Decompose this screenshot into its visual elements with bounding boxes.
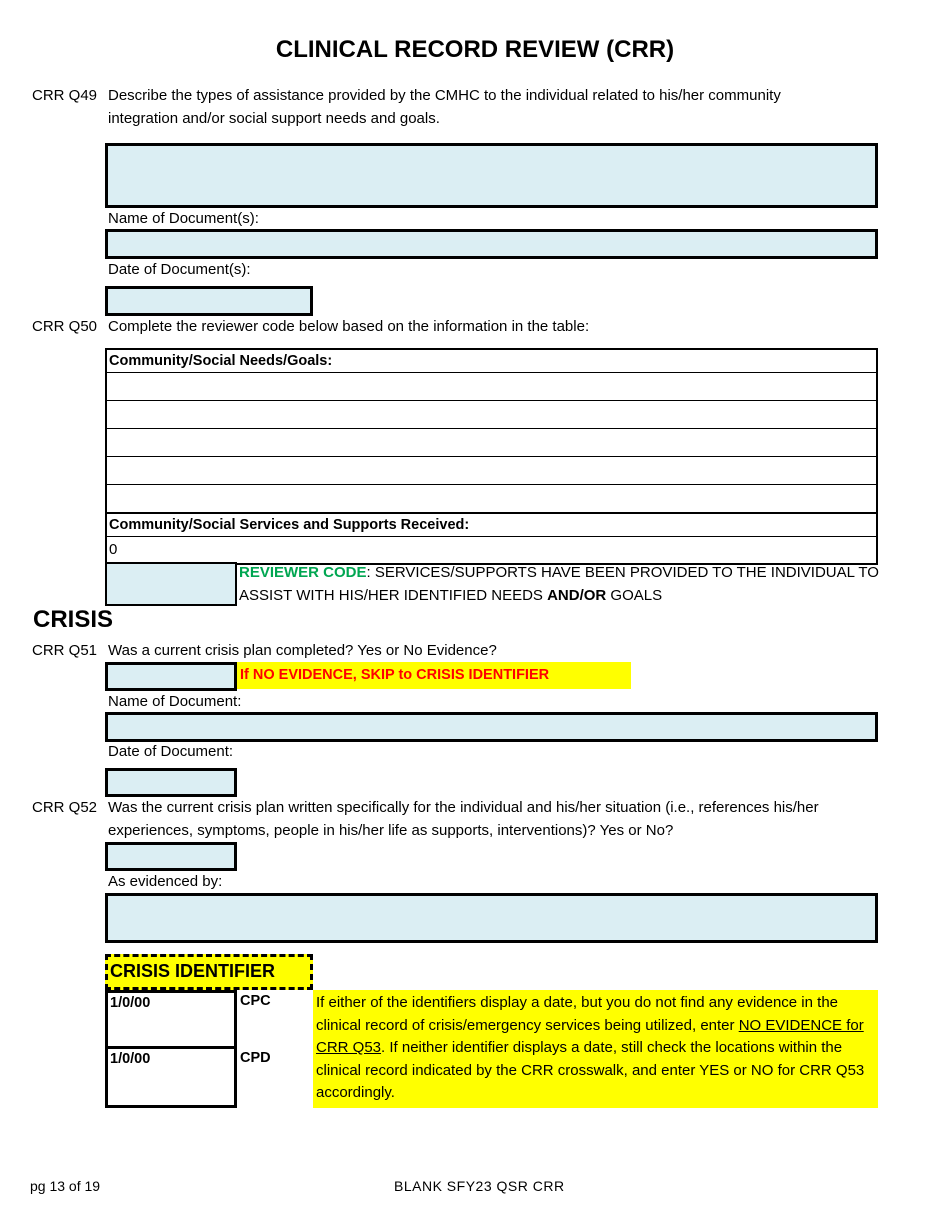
footer-doc-name: BLANK SFY23 QSR CRR [394,1178,565,1194]
q52-label: CRR Q52 [32,799,98,816]
page-number: pg 13 of 19 [30,1178,101,1194]
q49-text [108,84,781,130]
reviewer-code-desc3: GOALS [606,586,663,604]
services-value[interactable]: 0 [109,541,118,558]
q52-answer-field[interactable] [105,842,237,871]
needs-row[interactable] [107,429,876,457]
needs-row[interactable] [107,373,876,401]
note-text-1: If either of the identifiers display a date, but you do not find any evidence in the clinical record of crisis/emergency services being utilized, enter [316,994,839,1034]
reviewer-code-andor: AND/OR [547,586,607,604]
q51-label: CRR Q51 [32,642,98,659]
identifier-code-cpd: CPD [240,1050,271,1066]
needs-header: Community/Social Needs/Goals: [107,350,876,373]
page-title: CLINICAL RECORD REVIEW (CRR) [275,36,675,63]
q52-text [108,796,819,842]
q49-doc-name-label: Name of Document(s): [108,210,259,227]
q49-doc-date-field[interactable] [105,286,313,316]
needs-row[interactable] [107,457,876,485]
q52-evidence-label: As evidenced by: [108,873,223,890]
q51-doc-name-field[interactable] [105,712,878,742]
reviewer-code-text [239,562,879,607]
q50-label: CRR Q50 [32,318,98,335]
note-text-2: . If neither identifier displays a date, still check the locations within the clinical record indicated by the CRR crosswalk, and enter YES or NO for CRR Q53 accordingly. [316,1039,865,1101]
q50-text: Complete the reviewer code below based on the information in the table: [108,318,590,335]
q49-doc-date-label: Date of Document(s): [108,261,251,278]
crisis-heading: CRISIS [33,606,114,633]
needs-services-table [105,348,878,565]
q49-text-line2: integration and/or social support needs and goals. [108,110,440,127]
q51-doc-date-label: Date of Document: [108,743,234,760]
q51-answer-field[interactable] [105,662,237,691]
q49-text-line1: Describe the types of assistance provided by the CMHC to the individual related to his/her community [108,87,781,104]
identifier-date-cpc: 1/0/00 [105,990,237,1049]
q52-text-line1: Was the current crisis plan written specifically for the individual and his/her situation (i.e., references his/her [108,799,819,816]
identifier-instructions [313,990,878,1108]
identifier-code-cpc: CPC [240,993,271,1009]
q49-response-field[interactable] [105,143,878,208]
q50-reviewer-code-field[interactable] [105,562,237,606]
q52-text-line2: experiences, symptoms, people in his/her life as supports, interventions)? Yes or No? [108,822,674,839]
q49-label: CRR Q49 [32,87,98,104]
needs-row[interactable] [107,485,876,512]
q51-doc-date-field[interactable] [105,768,237,797]
reviewer-code-desc2: ASSIST WITH HIS/HER IDENTIFIED NEEDS [239,586,548,604]
reviewer-code-label: REVIEWER CODE [239,564,367,581]
reviewer-code-desc1: : SERVICES/SUPPORTS HAVE BEEN PROVIDED TO THE INDIVIDUAL TO [366,564,879,581]
skip-warning: If NO EVIDENCE, SKIP to CRISIS IDENTIFIER [237,662,631,689]
q49-doc-name-field[interactable] [105,229,878,259]
note-no-evidence: NO EVIDENCE for CRR Q53 [316,1016,864,1056]
crisis-identifier-title: CRISIS IDENTIFIER [105,954,313,990]
q51-text: Was a current crisis plan completed? Yes or No Evidence? [108,642,497,659]
identifier-date-cpd: 1/0/00 [105,1046,237,1108]
q52-evidence-field[interactable] [105,893,878,943]
q51-doc-name-label: Name of Document: [108,693,242,710]
services-header: Community/Social Services and Supports Received: [107,512,876,537]
needs-row[interactable] [107,401,876,429]
